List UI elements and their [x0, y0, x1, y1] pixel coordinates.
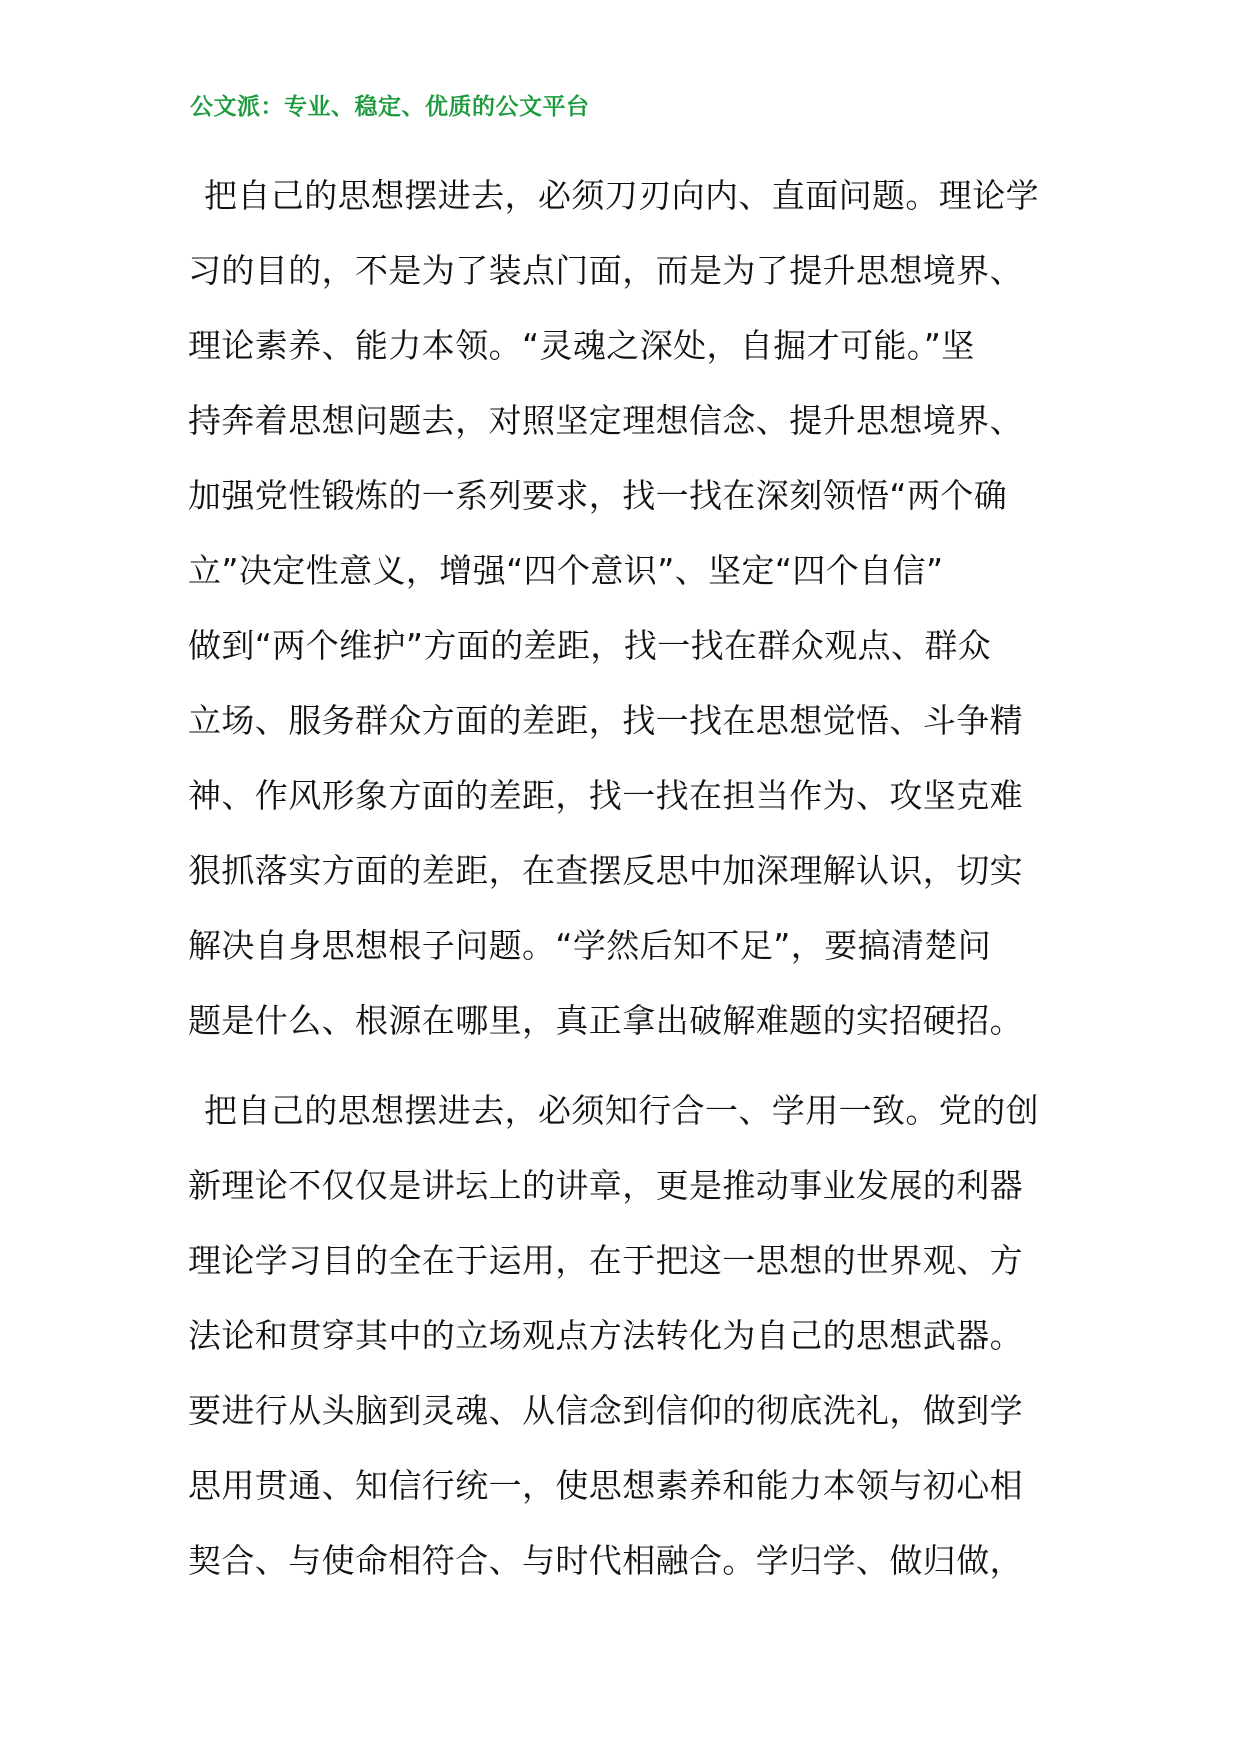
paragraph-line: 理论学习目的全在于运用，在于把这一思想的世界观、方: [188, 1241, 1023, 1280]
paragraph-line: 做到“两个维护”方面的差距，找一找在群众观点、群众: [188, 626, 992, 665]
paragraph-line: 理论素养、能力本领。“灵魂之深处，自掘才可能。”坚: [188, 326, 975, 365]
paragraph-line: 思用贯通、知信行统一，使思想素养和能力本领与初心相: [188, 1466, 1023, 1505]
paragraph-line: 法论和贯穿其中的立场观点方法转化为自己的思想武器。: [188, 1316, 1023, 1355]
paragraph-line: 加强党性锻炼的一系列要求，找一找在深刻领悟“两个确: [188, 476, 1008, 515]
paragraph-line: 神、作风形象方面的差距，找一找在担当作为、攻坚克难: [188, 776, 1023, 815]
paragraph-line: 立”决定性意义，增强“四个意识”、坚定“四个自信”: [188, 551, 944, 590]
paragraph-line: 解决自身思想根子问题。“学然后知不足”，要搞清楚问: [188, 926, 992, 965]
paragraph-line: 要进行从头脑到灵魂、从信念到信仰的彻底洗礼，做到学: [188, 1391, 1023, 1430]
paragraph-line: 把自己的思想摆进去，必须知行合一、学用一致。党的创: [204, 1091, 1039, 1130]
page-header-title: 公文派：专业、稳定、优质的公文平台: [190, 94, 590, 120]
paragraph-line: 持奔着思想问题去，对照坚定理想信念、提升思想境界、: [188, 401, 1023, 440]
paragraph-line: 题是什么、根源在哪里，真正拿出破解难题的实招硬招。: [188, 1001, 1023, 1040]
paragraph-line: 契合、与使命相符合、与时代相融合。学归学、做归做，: [188, 1541, 1023, 1580]
paragraph-1: [188, 168, 1060, 1068]
document-body: [188, 168, 1060, 1608]
paragraph-2: [188, 1083, 1060, 1608]
paragraph-line: 立场、服务群众方面的差距，找一找在思想觉悟、斗争精: [188, 701, 1023, 740]
paragraph-line: 新理论不仅仅是讲坛上的讲章，更是推动事业发展的利器: [188, 1166, 1023, 1205]
paragraph-line: 狠抓落实方面的差距，在查摆反思中加深理解认识，切实: [188, 851, 1023, 890]
paragraph-line: 习的目的，不是为了装点门面，而是为了提升思想境界、: [188, 251, 1023, 290]
paragraph-line: 把自己的思想摆进去，必须刀刃向内、直面问题。理论学: [204, 176, 1039, 215]
paragraph-spacer: [188, 1068, 1060, 1083]
